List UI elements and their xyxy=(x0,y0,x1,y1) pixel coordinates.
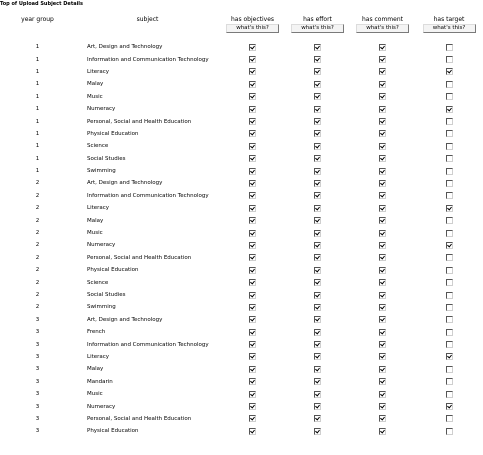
table-row xyxy=(0,78,483,90)
has-comment-checkbox[interactable] xyxy=(379,329,386,336)
has-target-checkbox[interactable] xyxy=(446,130,453,137)
has-comment-checkbox[interactable] xyxy=(379,81,386,88)
has-objectives-checkbox[interactable] xyxy=(249,81,256,88)
col-header-year-group: year group xyxy=(21,15,54,23)
has-target-checkbox[interactable] xyxy=(446,118,453,125)
subject-cell: Information and Communication Technology xyxy=(87,56,209,63)
table-row xyxy=(0,66,483,78)
has-target-checkbox[interactable] xyxy=(446,68,453,75)
subject-cell: Art, Design and Technology xyxy=(87,44,163,51)
has-target-checkbox[interactable] xyxy=(446,168,453,175)
has-target-checkbox[interactable] xyxy=(446,230,453,237)
has-objectives-checkbox[interactable] xyxy=(249,378,256,385)
year-group-cell: 3 xyxy=(35,341,40,348)
has-target-checkbox[interactable] xyxy=(446,217,453,224)
year-group-cell: 3 xyxy=(35,391,40,398)
year-group-cell: 3 xyxy=(35,316,40,323)
year-group-cell: 2 xyxy=(35,230,40,237)
subject-cell: Literacy xyxy=(87,353,110,360)
year-group-cell: 3 xyxy=(35,353,40,360)
subject-cell: Swimming xyxy=(87,304,116,311)
year-group-cell: 1 xyxy=(35,118,40,125)
year-group-cell: 2 xyxy=(35,254,40,261)
has-target-checkbox[interactable] xyxy=(446,267,453,274)
year-group-cell: 3 xyxy=(35,428,40,435)
col-header-has-effort: has effort xyxy=(303,15,332,23)
has-comment-checkbox[interactable] xyxy=(379,44,386,51)
has-target-checkbox[interactable] xyxy=(446,341,453,348)
has-target-checkbox[interactable] xyxy=(446,316,453,323)
has-effort-checkbox[interactable] xyxy=(314,353,321,360)
has-comment-checkbox[interactable] xyxy=(379,378,386,385)
has-objectives-checkbox[interactable] xyxy=(249,366,256,373)
has-target-checkbox[interactable] xyxy=(446,353,453,360)
year-group-cell: 1 xyxy=(35,44,40,51)
has-objectives-checkbox[interactable] xyxy=(249,143,256,150)
has-comment-checkbox[interactable] xyxy=(379,428,386,435)
subject-cell: Swimming xyxy=(87,168,116,175)
has-target-checkbox[interactable] xyxy=(446,81,453,88)
table-row xyxy=(0,276,483,288)
year-group-cell: 2 xyxy=(35,217,40,224)
has-target-checkbox[interactable] xyxy=(446,391,453,398)
subject-cell: Art, Design and Technology xyxy=(87,180,163,187)
subject-cell: Personal, Social and Health Education xyxy=(87,118,192,125)
subject-cell: Music xyxy=(87,230,103,237)
year-group-cell: 1 xyxy=(35,93,40,100)
year-group-cell: 3 xyxy=(35,329,40,336)
subject-cell: French xyxy=(87,329,106,336)
subject-rows xyxy=(0,41,483,438)
table-row xyxy=(0,115,483,127)
year-group-cell: 3 xyxy=(35,415,40,422)
has-comment-checkbox[interactable] xyxy=(379,130,386,137)
has-effort-checkbox[interactable] xyxy=(314,292,321,299)
subject-cell: Information and Communication Technology xyxy=(87,341,209,348)
has-target-checkbox[interactable] xyxy=(446,329,453,336)
help-button-comment[interactable]: what's this? xyxy=(356,24,409,33)
has-effort-checkbox[interactable] xyxy=(314,56,321,63)
has-effort-checkbox[interactable] xyxy=(314,81,321,88)
has-objectives-checkbox[interactable] xyxy=(249,403,256,410)
table-row xyxy=(0,301,483,313)
has-comment-checkbox[interactable] xyxy=(379,192,386,199)
has-effort-checkbox[interactable] xyxy=(314,192,321,199)
subject-cell: Personal, Social and Health Education xyxy=(87,254,192,261)
page-title: Top of Upload Subject Details xyxy=(0,1,83,7)
has-comment-checkbox[interactable] xyxy=(379,353,386,360)
table-row xyxy=(0,91,483,103)
table-row xyxy=(0,376,483,388)
has-target-checkbox[interactable] xyxy=(446,205,453,212)
year-group-cell: 2 xyxy=(35,180,40,187)
table-row xyxy=(0,239,483,251)
has-target-checkbox[interactable] xyxy=(446,143,453,150)
has-comment-checkbox[interactable] xyxy=(379,56,386,63)
table-row xyxy=(0,351,483,363)
year-group-cell: 2 xyxy=(35,205,40,212)
has-effort-checkbox[interactable] xyxy=(314,143,321,150)
year-group-cell: 3 xyxy=(35,378,40,385)
year-group-cell: 1 xyxy=(35,68,40,75)
table-row xyxy=(0,128,483,140)
has-comment-checkbox[interactable] xyxy=(379,292,386,299)
table-row xyxy=(0,425,483,437)
year-group-cell: 1 xyxy=(35,168,40,175)
has-objectives-checkbox[interactable] xyxy=(249,130,256,137)
year-group-cell: 2 xyxy=(35,267,40,274)
subject-cell: Art, Design and Technology xyxy=(87,316,163,323)
has-objectives-checkbox[interactable] xyxy=(249,217,256,224)
has-objectives-checkbox[interactable] xyxy=(249,230,256,237)
has-comment-checkbox[interactable] xyxy=(379,118,386,125)
subject-details-table xyxy=(0,14,483,438)
has-target-checkbox[interactable] xyxy=(446,192,453,199)
has-comment-checkbox[interactable] xyxy=(379,217,386,224)
col-header-has-comment: has comment xyxy=(361,15,404,23)
column-header-row xyxy=(0,14,483,24)
has-effort-checkbox[interactable] xyxy=(314,44,321,51)
year-group-cell: 1 xyxy=(35,155,40,162)
has-objectives-checkbox[interactable] xyxy=(249,106,256,113)
has-effort-checkbox[interactable] xyxy=(314,217,321,224)
table-row xyxy=(0,165,483,177)
year-group-cell: 3 xyxy=(35,366,40,373)
has-objectives-checkbox[interactable] xyxy=(249,391,256,398)
table-row xyxy=(0,363,483,375)
has-comment-checkbox[interactable] xyxy=(379,391,386,398)
year-group-cell: 1 xyxy=(35,81,40,88)
subject-cell: Physical Education xyxy=(87,267,139,274)
has-comment-checkbox[interactable] xyxy=(379,304,386,311)
has-objectives-checkbox[interactable] xyxy=(249,279,256,286)
table-row xyxy=(0,338,483,350)
table-row xyxy=(0,140,483,152)
has-objectives-checkbox[interactable] xyxy=(249,44,256,51)
subject-cell: Literacy xyxy=(87,205,110,212)
has-target-checkbox[interactable] xyxy=(446,93,453,100)
year-group-cell: 2 xyxy=(35,304,40,311)
help-button-effort[interactable]: what's this? xyxy=(291,24,344,33)
has-objectives-checkbox[interactable] xyxy=(249,192,256,199)
table-row xyxy=(0,190,483,202)
has-effort-checkbox[interactable] xyxy=(314,93,321,100)
has-effort-checkbox[interactable] xyxy=(314,205,321,212)
subject-cell: Science xyxy=(87,143,109,150)
has-effort-checkbox[interactable] xyxy=(314,378,321,385)
col-header-subject: subject xyxy=(136,15,159,23)
has-effort-checkbox[interactable] xyxy=(314,230,321,237)
has-effort-checkbox[interactable] xyxy=(314,155,321,162)
has-objectives-checkbox[interactable] xyxy=(249,329,256,336)
has-target-checkbox[interactable] xyxy=(446,415,453,422)
has-objectives-checkbox[interactable] xyxy=(249,155,256,162)
help-button-row xyxy=(0,24,483,33)
table-row xyxy=(0,413,483,425)
subject-cell: Information and Communication Technology xyxy=(87,192,209,199)
subject-cell: Science xyxy=(87,279,109,286)
has-objectives-checkbox[interactable] xyxy=(249,93,256,100)
has-objectives-checkbox[interactable] xyxy=(249,56,256,63)
table-row xyxy=(0,177,483,189)
table-row xyxy=(0,53,483,65)
subject-cell: Music xyxy=(87,391,103,398)
table-row xyxy=(0,41,483,53)
table-row xyxy=(0,314,483,326)
has-target-checkbox[interactable] xyxy=(446,378,453,385)
table-row xyxy=(0,388,483,400)
year-group-cell: 2 xyxy=(35,192,40,199)
subject-cell: Music xyxy=(87,93,103,100)
has-comment-checkbox[interactable] xyxy=(379,143,386,150)
has-target-checkbox[interactable] xyxy=(446,180,453,187)
has-comment-checkbox[interactable] xyxy=(379,316,386,323)
subject-cell: Social Studies xyxy=(87,292,126,298)
has-target-checkbox[interactable] xyxy=(446,279,453,286)
has-effort-checkbox[interactable] xyxy=(314,168,321,175)
year-group-cell: 1 xyxy=(35,143,40,150)
has-objectives-checkbox[interactable] xyxy=(249,118,256,125)
year-group-cell: 3 xyxy=(35,403,40,410)
has-comment-checkbox[interactable] xyxy=(379,180,386,187)
table-row xyxy=(0,326,483,338)
subject-cell: Social Studies xyxy=(87,155,126,162)
has-effort-checkbox[interactable] xyxy=(314,118,321,125)
has-objectives-checkbox[interactable] xyxy=(249,205,256,212)
has-objectives-checkbox[interactable] xyxy=(249,180,256,187)
has-objectives-checkbox[interactable] xyxy=(249,68,256,75)
has-comment-checkbox[interactable] xyxy=(379,155,386,162)
has-effort-checkbox[interactable] xyxy=(314,130,321,137)
has-effort-checkbox[interactable] xyxy=(314,242,321,249)
year-group-cell: 1 xyxy=(35,106,40,113)
has-comment-checkbox[interactable] xyxy=(379,68,386,75)
table-row xyxy=(0,214,483,226)
has-comment-checkbox[interactable] xyxy=(379,242,386,249)
table-row xyxy=(0,289,483,301)
subject-cell: Numeracy xyxy=(87,106,116,113)
has-comment-checkbox[interactable] xyxy=(379,267,386,274)
table-row xyxy=(0,153,483,165)
has-comment-checkbox[interactable] xyxy=(379,341,386,348)
has-effort-checkbox[interactable] xyxy=(314,366,321,373)
subject-cell: Literacy xyxy=(87,68,110,75)
year-group-cell: 2 xyxy=(35,279,40,286)
help-button-objectives[interactable]: what's this? xyxy=(226,24,279,33)
has-objectives-checkbox[interactable] xyxy=(249,341,256,348)
table-row xyxy=(0,227,483,239)
has-target-checkbox[interactable] xyxy=(446,44,453,51)
has-effort-checkbox[interactable] xyxy=(314,68,321,75)
table-row xyxy=(0,400,483,412)
col-header-has-target: has target xyxy=(433,15,465,23)
help-button-target[interactable]: what's this? xyxy=(423,24,476,33)
subject-cell: Malay xyxy=(87,81,104,88)
has-effort-checkbox[interactable] xyxy=(314,403,321,410)
has-effort-checkbox[interactable] xyxy=(314,279,321,286)
has-effort-checkbox[interactable] xyxy=(314,316,321,323)
has-effort-checkbox[interactable] xyxy=(314,391,321,398)
has-target-checkbox[interactable] xyxy=(446,366,453,373)
subject-cell: Numeracy xyxy=(87,242,116,249)
has-effort-checkbox[interactable] xyxy=(314,304,321,311)
year-group-cell: 2 xyxy=(35,292,40,298)
has-effort-checkbox[interactable] xyxy=(314,341,321,348)
has-objectives-checkbox[interactable] xyxy=(249,304,256,311)
table-row xyxy=(0,103,483,115)
has-effort-checkbox[interactable] xyxy=(314,267,321,274)
has-effort-checkbox[interactable] xyxy=(314,428,321,435)
year-group-cell: 1 xyxy=(35,130,40,137)
has-objectives-checkbox[interactable] xyxy=(249,242,256,249)
has-target-checkbox[interactable] xyxy=(446,254,453,261)
has-objectives-checkbox[interactable] xyxy=(249,254,256,261)
has-comment-checkbox[interactable] xyxy=(379,230,386,237)
has-comment-checkbox[interactable] xyxy=(379,403,386,410)
subject-cell: Physical Education xyxy=(87,130,139,137)
subject-cell: Malay xyxy=(87,217,104,224)
has-comment-checkbox[interactable] xyxy=(379,106,386,113)
has-target-checkbox[interactable] xyxy=(446,292,453,299)
has-comment-checkbox[interactable] xyxy=(379,205,386,212)
has-effort-checkbox[interactable] xyxy=(314,329,321,336)
has-comment-checkbox[interactable] xyxy=(379,279,386,286)
has-effort-checkbox[interactable] xyxy=(314,180,321,187)
has-target-checkbox[interactable] xyxy=(446,304,453,311)
has-target-checkbox[interactable] xyxy=(446,403,453,410)
has-objectives-checkbox[interactable] xyxy=(249,316,256,323)
has-comment-checkbox[interactable] xyxy=(379,254,386,261)
table-row xyxy=(0,202,483,214)
table-row xyxy=(0,252,483,264)
has-objectives-checkbox[interactable] xyxy=(249,415,256,422)
subject-cell: Numeracy xyxy=(87,403,116,410)
has-comment-checkbox[interactable] xyxy=(379,366,386,373)
has-objectives-checkbox[interactable] xyxy=(249,428,256,435)
has-effort-checkbox[interactable] xyxy=(314,254,321,261)
has-target-checkbox[interactable] xyxy=(446,56,453,63)
subject-cell: Malay xyxy=(87,366,104,373)
has-objectives-checkbox[interactable] xyxy=(249,292,256,299)
subject-cell: Mandarin xyxy=(87,378,113,385)
has-comment-checkbox[interactable] xyxy=(379,415,386,422)
has-objectives-checkbox[interactable] xyxy=(249,168,256,175)
year-group-cell: 2 xyxy=(35,242,40,249)
has-objectives-checkbox[interactable] xyxy=(249,353,256,360)
has-target-checkbox[interactable] xyxy=(446,155,453,162)
has-target-checkbox[interactable] xyxy=(446,242,453,249)
has-objectives-checkbox[interactable] xyxy=(249,267,256,274)
subject-cell: Physical Education xyxy=(87,428,139,435)
table-row xyxy=(0,264,483,276)
has-comment-checkbox[interactable] xyxy=(379,93,386,100)
has-comment-checkbox[interactable] xyxy=(379,168,386,175)
has-target-checkbox[interactable] xyxy=(446,106,453,113)
has-target-checkbox[interactable] xyxy=(446,428,453,435)
year-group-cell: 1 xyxy=(35,56,40,63)
has-effort-checkbox[interactable] xyxy=(314,106,321,113)
has-effort-checkbox[interactable] xyxy=(314,415,321,422)
subject-cell: Personal, Social and Health Education xyxy=(87,415,192,422)
col-header-has-objectives: has objectives xyxy=(230,15,275,23)
